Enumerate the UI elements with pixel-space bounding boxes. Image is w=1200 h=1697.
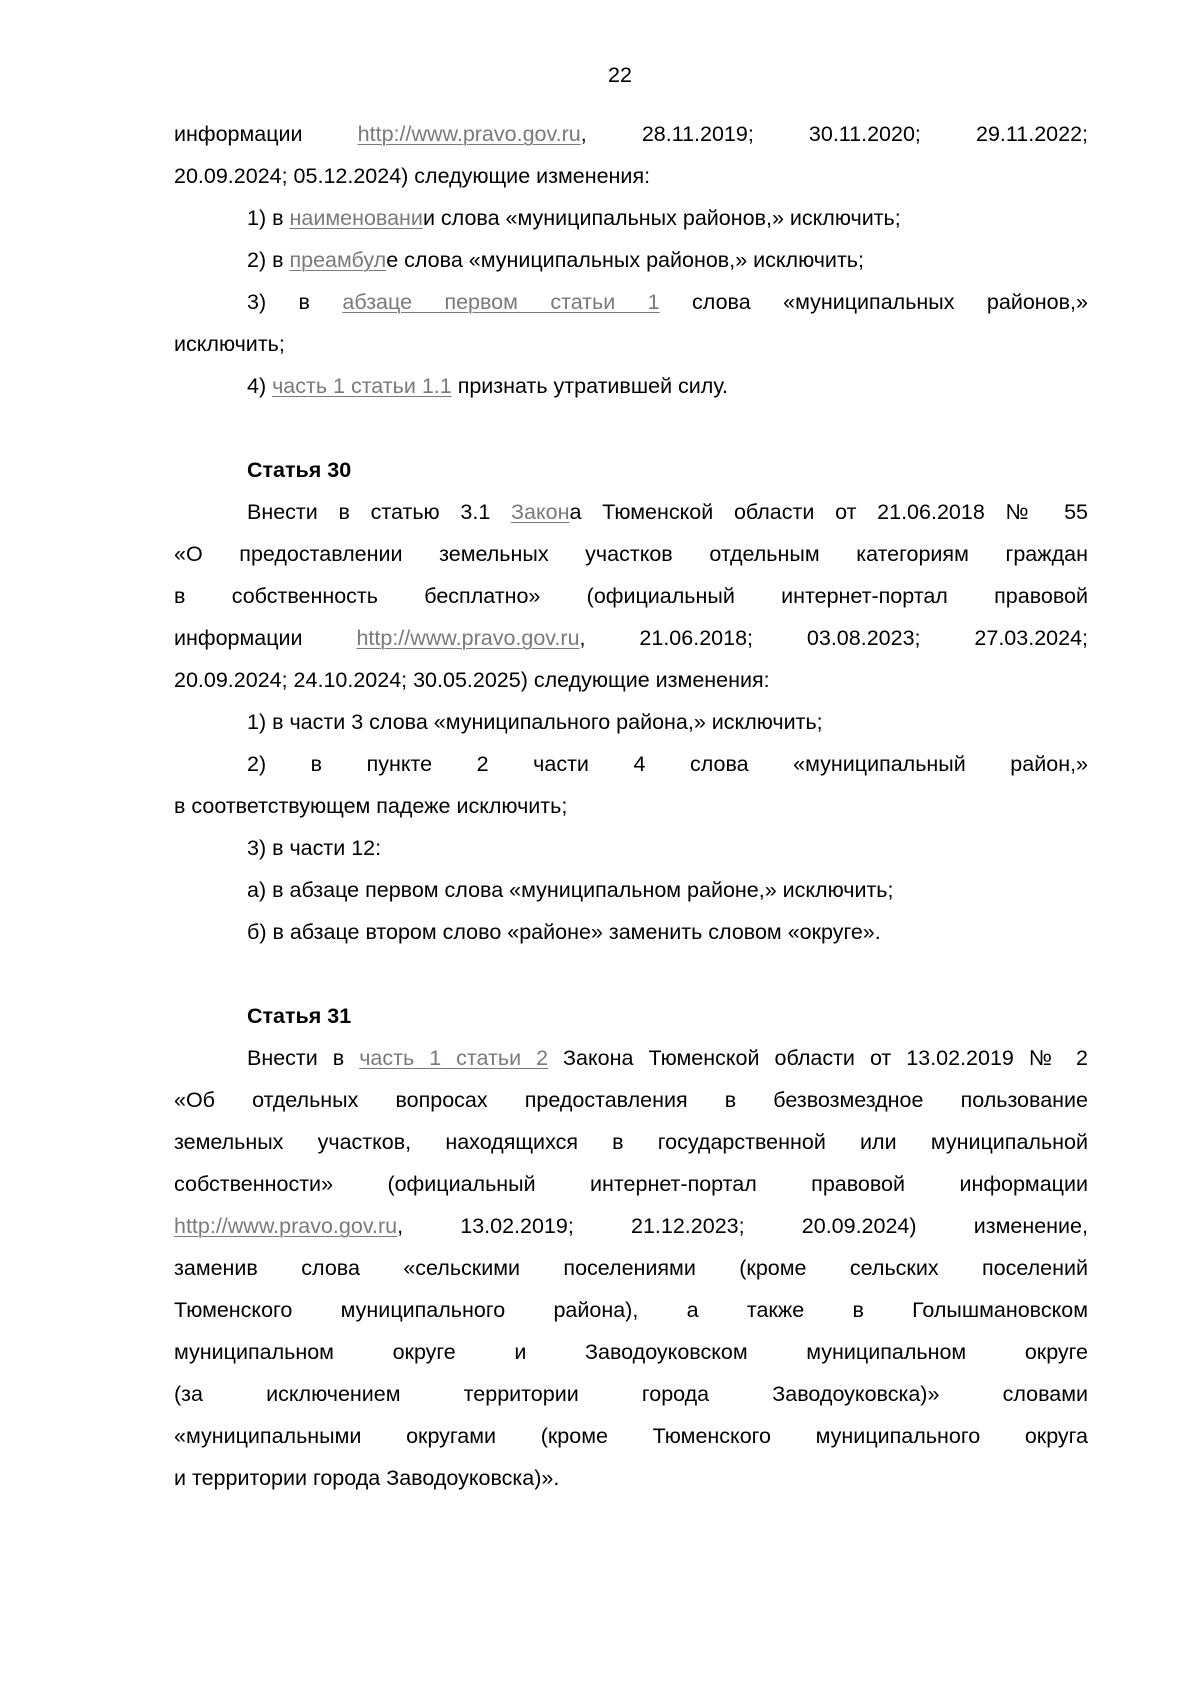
paragraph-line: заменив слова «сельскими поселениями (кроме сельских поселений bbox=[174, 1256, 1088, 1280]
paragraph-line bbox=[174, 1205, 1088, 1247]
text-fragment: 21.06.2018 bbox=[877, 500, 985, 524]
paragraph-line: земельных участков, находящихся в государственной или муниципальной bbox=[174, 1130, 1088, 1154]
chast-1-statyi-2-link[interactable]: часть 1 статьи 2 bbox=[359, 1046, 549, 1070]
text-fragment: , bbox=[580, 122, 587, 146]
text-fragment: Внести в bbox=[247, 1046, 360, 1070]
text-fragment: а Тюменской bbox=[569, 500, 714, 524]
list-item: 1) в части 3 слова «муниципального района,» исключить; bbox=[247, 710, 823, 734]
text-fragment: 3.1 bbox=[460, 500, 491, 524]
text-fragment: 27.03.2024; bbox=[974, 626, 1089, 650]
list-item: а) в абзаце первом слова «муниципальном районе,» исключить; bbox=[247, 878, 894, 902]
paragraph-line: в соответствующем падеже исключить; bbox=[174, 794, 568, 818]
paragraph-line bbox=[174, 1037, 1088, 1079]
chast-1-statyi-1-1-link[interactable]: часть 1 статьи 1.1 bbox=[272, 374, 452, 398]
text-fragment: информации bbox=[174, 626, 303, 650]
text-fragment: 2) в bbox=[247, 248, 290, 272]
text-fragment: статью bbox=[370, 500, 440, 524]
list-item: 3) в части 12: bbox=[247, 836, 382, 860]
preambula-link[interactable]: преамбул bbox=[289, 248, 387, 272]
text-fragment: 30.11.2020; bbox=[808, 122, 921, 146]
text-fragment: и слова «муниципальных районов,» исключить; bbox=[422, 206, 901, 230]
text-fragment: , bbox=[579, 626, 586, 650]
abzac-statyi-1-link[interactable]: абзаце первом статьи 1 bbox=[342, 290, 660, 314]
text-fragment: «муниципальных bbox=[783, 290, 955, 314]
list-item bbox=[174, 281, 1088, 323]
pravo-gov-link[interactable]: http://www.pravo.gov.ru bbox=[357, 122, 581, 146]
paragraph-line: и территории города Заводоуковска)». bbox=[174, 1466, 560, 1490]
pravo-gov-link[interactable]: http://www.pravo.gov.ru bbox=[356, 626, 580, 650]
list-item bbox=[174, 197, 1088, 239]
text-fragment: 28.11.2019; bbox=[641, 122, 754, 146]
text-fragment: от bbox=[835, 500, 857, 524]
text-fragment: области bbox=[733, 500, 815, 524]
text-fragment: районов,» bbox=[986, 290, 1088, 314]
text-fragment: признать утратившей силу. bbox=[451, 374, 728, 398]
document-body bbox=[174, 113, 1088, 1499]
paragraph-line: муниципальном округе и Заводоуковском муниципальном округе bbox=[174, 1340, 1088, 1364]
page-number: 22 bbox=[608, 63, 632, 87]
paragraph-line: «О предоставлении земельных участков отдельным категориям граждан bbox=[174, 542, 1088, 566]
list-item: 2) в пункте 2 части 4 слова «муниципальный район,» bbox=[247, 752, 1088, 776]
text-fragment: в bbox=[338, 500, 350, 524]
article-30-heading: Статья 30 bbox=[247, 458, 352, 482]
text-fragment: 4) bbox=[247, 374, 273, 398]
paragraph-line: (за исключением территории города Заводоуковска)» словами bbox=[174, 1382, 1088, 1406]
paragraph-line: собственности» (официальный интернет-портал правовой информации bbox=[174, 1172, 1088, 1196]
text-fragment: в bbox=[298, 290, 310, 314]
text-fragment: , 13.02.2019; 21.12.2023; 20.09.2024) изменение, bbox=[397, 1214, 1088, 1238]
paragraph-line bbox=[174, 617, 1088, 659]
text-fragment: 29.11.2022; bbox=[976, 122, 1088, 146]
list-item bbox=[174, 365, 1088, 407]
paragraph-line: «Об отдельных вопросах предоставления в безвозмездное пользование bbox=[174, 1088, 1088, 1112]
text-fragment: 3) bbox=[247, 290, 267, 314]
text-fragment: слова bbox=[692, 290, 751, 314]
naimenovanie-link[interactable]: наименовани bbox=[289, 206, 423, 230]
text-fragment: информации bbox=[174, 122, 303, 146]
text-fragment: Внести bbox=[247, 500, 318, 524]
paragraph-line bbox=[174, 113, 1088, 155]
paragraph-line: исключить; bbox=[174, 332, 285, 356]
zakon-link[interactable]: Закон bbox=[511, 500, 570, 524]
text-fragment: 03.08.2023; bbox=[806, 626, 921, 650]
text-fragment: 55 bbox=[1064, 500, 1088, 524]
paragraph-line bbox=[174, 491, 1088, 533]
text-fragment: 1) в bbox=[247, 206, 290, 230]
pravo-gov-link[interactable]: http://www.pravo.gov.ru bbox=[174, 1214, 398, 1238]
article-31-heading: Статья 31 bbox=[247, 1004, 352, 1028]
paragraph-line: Тюменского муниципального района), а также в Голышмановском bbox=[174, 1298, 1088, 1322]
text-fragment: Закона Тюменской области от 13.02.2019 № 2 bbox=[548, 1046, 1088, 1070]
list-item bbox=[174, 239, 1088, 281]
text-fragment: е слова «муниципальных районов,» исключить; bbox=[386, 248, 864, 272]
paragraph-line: «муниципальными округами (кроме Тюменского муниципального округа bbox=[174, 1424, 1088, 1448]
paragraph-line: в собственность бесплатно» (официальный интернет-портал правовой bbox=[174, 584, 1088, 608]
text-fragment: № bbox=[1005, 500, 1044, 524]
paragraph-line: 20.09.2024; 05.12.2024) следующие изменения: bbox=[174, 164, 651, 188]
paragraph-line: 20.09.2024; 24.10.2024; 30.05.2025) следующие изменения: bbox=[174, 668, 770, 692]
text-fragment: 21.06.2018; bbox=[639, 626, 754, 650]
list-item: б) в абзаце втором слово «районе» заменить словом «округе». bbox=[247, 920, 881, 944]
